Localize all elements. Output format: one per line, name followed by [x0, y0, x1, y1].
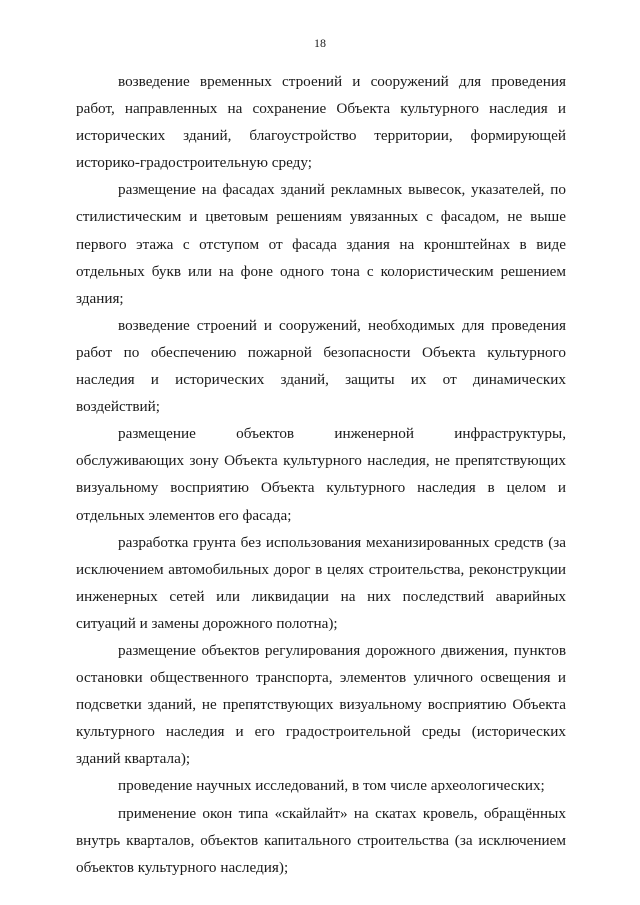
paragraph-temporary-structures: возведение временных строений и сооружений для проведения работ, направленных на сохранение Объекта культурного наследия и исторических зданий, благоустройство территории, формирующей историко-градостроительную среду;: [76, 73, 566, 172]
paragraph-engineering-infrastructure: размещение объектов инженерной инфраструктуры, обслуживающих зону Объекта культурного наследия, не препятствующих визуальному восприятию Объекта культурного наследия в целом и отдельных элементов его фасада;: [76, 425, 566, 524]
paragraph-research: проведение научных исследований, в том числе археологических;: [118, 777, 545, 795]
page-number: 18: [314, 36, 326, 50]
document-body: [76, 68, 566, 881]
paragraph-advertising-signs: размещение на фасадах зданий рекламных вывесок, указателей, по стилистическим и цветовым решениям увязанных с фасадом, не выше первого этажа с отступом от фасада здания на кронштейнах в виде отдельных букв или на фоне одного тона с колористическим решением здания;: [76, 181, 566, 307]
paragraph-soil-works: разработка грунта без использования механизированных средств (за исключением автомобильных дорог в целях строительства, реконструкции инженерных сетей или ликвидации на них последствий аварийных ситуаций и замены дорожного полотна);: [76, 533, 566, 632]
paragraph-skylight-windows: применение окон типа «скайлайт» на скатах кровель, обращённых внутрь кварталов, объектов капитального строительства (за исключением объектов культурного наследия);: [76, 804, 566, 876]
paragraph-fire-safety: возведение строений и сооружений, необходимых для проведения работ по обеспечению пожарной безопасности Объекта культурного наследия и исторических зданий, защиты их от динамических воздействий;: [76, 316, 566, 416]
paragraph-traffic-objects: размещение объектов регулирования дорожного движения, пунктов остановки общественного транспорта, элементов уличного освещения и подсветки зданий, не препятствующих визуальному восприятию Объекта культурного наследия и его градостроительной среды (исторических зданий квартала);: [76, 641, 566, 768]
